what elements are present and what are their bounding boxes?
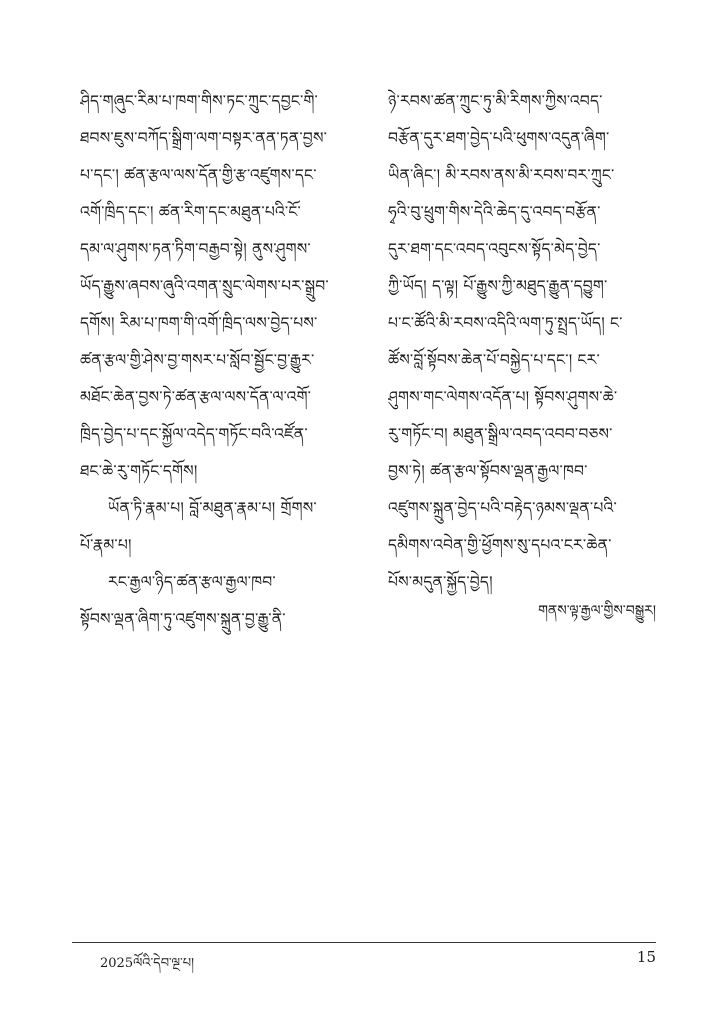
text-line: དམིགས་འབེན་གྱི་ཕྱོགས་སུ་དཔའ་ངར་ཆེན་ bbox=[388, 536, 612, 554]
text-line: ཚན་རྩལ་གྱི་ཤེས་བྱ་གསར་པ་སློབ་སྦྱོང་བྱ་རྒྱུར་ bbox=[80, 351, 315, 369]
issue-label: 2025ལོའི་དེབ་ལྔ་པ། bbox=[100, 956, 194, 971]
left-text-column bbox=[80, 83, 348, 638]
text-line: བརྩོན་དུར་ཐག་བྱེད་པའི་ཕུགས་འདུན་ཞིག་ bbox=[388, 129, 610, 147]
text-line: ཧྭའི་བུ་ཕྲུག་གིས་དེའི་ཆེད་དུ་འབད་བརྩོན་ bbox=[388, 203, 601, 221]
text-line: ཤིད་གཞུང་རིམ་པ་ཁག་གིས་ཏང་ཀྲུང་དབྱང་གི་ bbox=[80, 92, 319, 110]
text-line: ཚོས་བློ་སྟོབས་ཆེན་པོ་བསྐྱེད་པ་དང་། ངར་ bbox=[388, 351, 600, 369]
text-line: ཁྲིད་བྱེད་པ་དང་སྐྱོལ་འདེད་གཏོང་བའི་འཛོན་ bbox=[80, 425, 308, 443]
text-line: དགོས། རིམ་པ་ཁག་གི་འགོ་ཁྲིད་ལས་བྱེད་པས་ bbox=[80, 314, 318, 332]
text-line: བྱས་ཏེ། ཚན་རྩལ་སྟོབས་ལྡན་རྒྱལ་ཁབ་ bbox=[388, 462, 588, 480]
translator-attribution: གནས་ལྟ་རྒྱལ་གྱིས་བསྒྱུར། bbox=[538, 603, 656, 619]
text-line: པ་དང་། ཚན་རྩལ་ལས་དོན་གྱི་རྩ་འཛུགས་དང་ bbox=[80, 166, 317, 184]
text-line: དུར་ཐག་དང་འབད་འབུངས་སྟོད་མེད་བྱེད་ bbox=[388, 240, 601, 258]
text-line: པོས་མདུན་སྐྱོད་བྱེད། bbox=[388, 573, 493, 591]
text-line: དམ་ལ་ཤུགས་ཏན་ཏིག་བརྒྱབ་སྟེ། ནུས་ཤུགས་ bbox=[80, 240, 311, 258]
text-line: ཐབས་ཇུས་བཀོད་སྒྲིག་ལག་བསྟར་ནན་ཏན་བྱས་ bbox=[80, 129, 328, 147]
text-line: འགོ་ཁྲིད་དང་། ཚན་རིག་དང་མཐུན་པའི་ངོ་ bbox=[80, 203, 301, 221]
text-line: ཤུགས་གང་ལེགས་འདོན་པ། སྟོབས་ཤུགས་ཆེ་ bbox=[388, 388, 618, 406]
text-line: ཡིན་ཞིང་། མི་རབས་ནས་མི་རབས་བར་ཀྲུང་ bbox=[388, 166, 615, 184]
text-line: ཉེ་རབས་ཚན་ཀྲུང་ཏུ་མི་རིགས་ཀྱིས་འབད་ bbox=[388, 92, 603, 110]
text-line: པ་ང་ཚོའི་མི་རབས་འདིའི་ལག་ཏུ་སྤྲད་ཡོད། ང་ bbox=[388, 314, 623, 332]
text-line: པོ་རྣམ་པ། bbox=[80, 536, 132, 554]
text-line: ཡོན་ཏི་རྣམ་པ། བློ་མཐུན་རྣམ་པ། གྲོགས་ bbox=[108, 499, 317, 517]
text-line: འཛུགས་སྐྲུན་བྱེད་པའི་བརྟེད་ཉམས་ལྡན་པའི་ bbox=[388, 499, 617, 517]
footer-divider bbox=[72, 942, 656, 943]
text-line: སྟོབས་ལྡན་ཞིག་ཏུ་འཛུགས་སྐྲུན་བྱ་རྒྱུ་ནི་ bbox=[80, 610, 286, 628]
page-number: 15 bbox=[636, 948, 656, 966]
text-line: ཐང་ཆེ་རུ་གཏོང་དགོས། bbox=[80, 462, 198, 480]
text-line: ཀྱི་ཡོད། ད་ལྟ། པོ་རྒྱུས་ཀྱི་མཐུད་རྒྱུན་དབྱུག་ bbox=[388, 277, 608, 295]
text-line: མཐོང་ཆེན་བྱས་ཏེ་ཚན་རྩལ་ལས་དོན་ལ་འགོ་ bbox=[80, 388, 312, 406]
text-line: རང་རྒྱལ་ཉིད་ཚན་རྩལ་རྒྱལ་ཁབ་ bbox=[108, 573, 276, 591]
text-line: རུ་གཏོང་བ། མཐུན་སྒྲིལ་འབད་འབབ་བཅས་ bbox=[388, 425, 613, 443]
right-text-column bbox=[388, 83, 656, 601]
text-line: ཡོད་རྒྱུས་ཞབས་ཞུའི་འགན་སྲུང་ལེགས་པར་སྒྲུབ་ bbox=[80, 277, 329, 295]
